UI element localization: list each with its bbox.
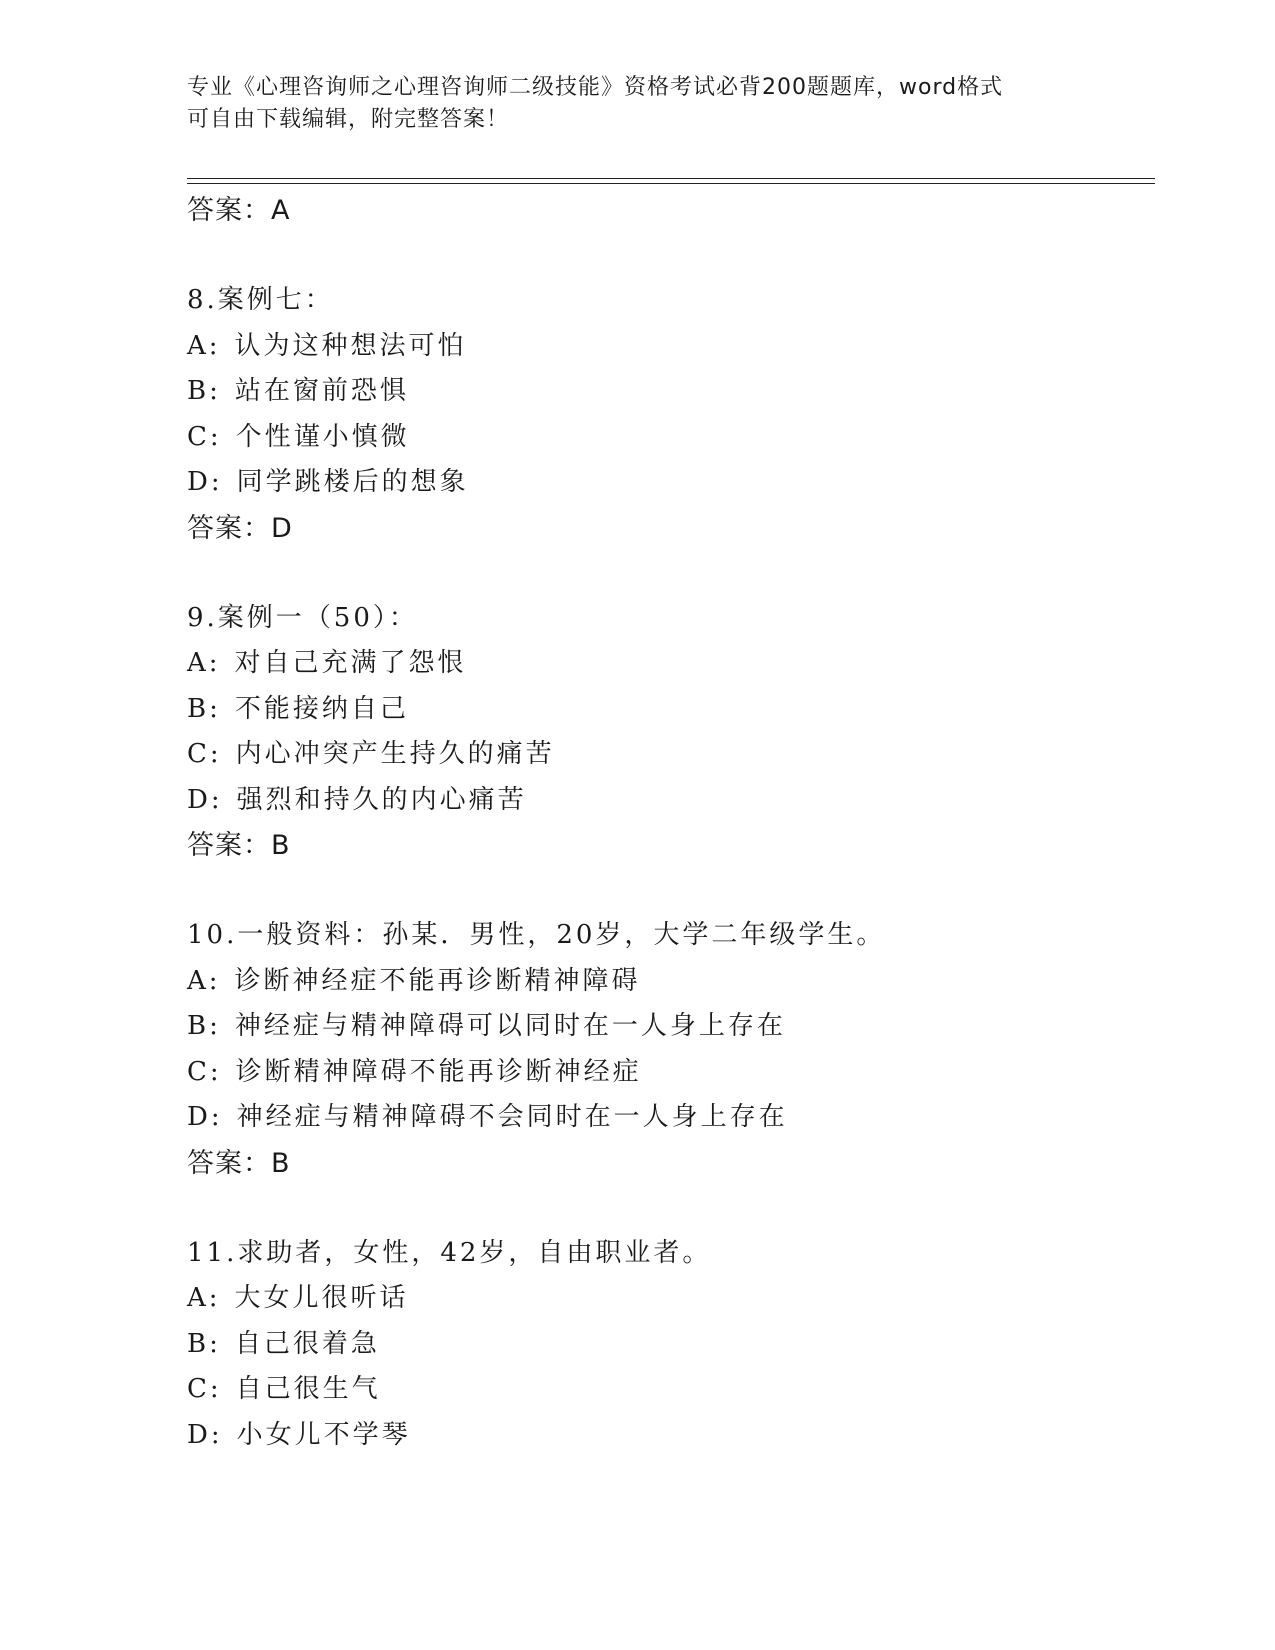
option-key: C (187, 739, 210, 769)
question-block (187, 1231, 1147, 1459)
option-separator: : (209, 1374, 222, 1404)
option-key: C (187, 421, 210, 452)
option-text: 自己很着急 (234, 1328, 380, 1359)
option-key: D (187, 1419, 211, 1450)
option-c (187, 415, 1147, 461)
document-header (187, 72, 1067, 136)
option-key: D (187, 467, 211, 497)
option-d (187, 778, 1147, 824)
question-title: 9.案例一（50）： (187, 602, 418, 633)
header-divider-top (187, 178, 1155, 179)
option-text: 同学跳楼后的想象 (236, 467, 469, 497)
option-key: B (187, 1011, 210, 1041)
option-text: 对自己充满了怨恨 (234, 648, 467, 678)
option-b (187, 687, 1147, 733)
option-key: C (187, 1056, 210, 1087)
option-key: B (187, 1328, 210, 1359)
option-key: D (187, 784, 211, 815)
option-separator: : (210, 1102, 223, 1132)
option-separator: : (208, 330, 221, 361)
option-key: A (187, 648, 209, 678)
option-separator: : (210, 467, 223, 497)
option-separator: : (210, 1419, 223, 1450)
option-separator: : (209, 421, 222, 452)
option-separator: : (209, 1328, 221, 1359)
option-key: B (187, 376, 210, 406)
question-block (187, 913, 1147, 1186)
option-text: 内心冲突产生持久的痛苦 (235, 739, 555, 769)
option-a (187, 1276, 1147, 1322)
option-key: A (187, 330, 209, 361)
option-text: 不能接纳自己 (234, 693, 409, 724)
option-a (187, 959, 1147, 1005)
option-c (187, 1050, 1147, 1096)
option-a (187, 324, 1147, 370)
question-title: 11.求助者，女性，42岁，自由职业者。 (187, 1237, 712, 1268)
option-text: 自己很生气 (235, 1374, 381, 1404)
header-line-2: 可自由下载编辑，附完整答案！ (187, 107, 510, 132)
option-text: 小女儿不学琴 (236, 1419, 411, 1450)
option-b (187, 1004, 1147, 1050)
option-d (187, 1413, 1147, 1459)
option-separator: : (208, 965, 221, 996)
question-block (187, 278, 1147, 551)
option-text: 神经症与精神障碍不会同时在一人身上存在 (236, 1102, 788, 1132)
option-key: A (187, 1283, 209, 1313)
answer-line: 答案：A (187, 195, 291, 226)
option-d (187, 1095, 1147, 1141)
answer-line: 答案：B (187, 1147, 291, 1179)
question-title: 10.一般资料：孙某．男性，20岁，大学二年级学生。 (187, 920, 886, 950)
answer-line: 答案：D (187, 512, 293, 544)
answer-line: 答案：B (187, 830, 291, 861)
questions-host (187, 278, 1147, 1458)
option-a (187, 641, 1147, 687)
option-c (187, 1367, 1147, 1413)
option-key: D (187, 1102, 211, 1132)
question-list (187, 188, 1147, 1458)
option-c (187, 732, 1147, 778)
option-text: 神经症与精神障碍可以同时在一人身上存在 (234, 1011, 786, 1041)
option-b (187, 369, 1147, 415)
option-separator: : (209, 376, 221, 406)
option-text: 诊断精神障碍不能再诊断神经症 (235, 1056, 642, 1087)
option-text: 个性谨小慎微 (235, 421, 410, 452)
question-title: 8.案例七： (187, 285, 334, 315)
header-divider-bottom (187, 183, 1155, 184)
option-text: 大女儿很听话 (234, 1283, 409, 1313)
option-separator: : (210, 784, 223, 815)
option-separator: : (208, 1283, 221, 1313)
option-text: 认为这种想法可怕 (234, 330, 467, 361)
option-text: 诊断神经症不能再诊断精神障碍 (234, 965, 641, 996)
option-d (187, 460, 1147, 506)
header-line-1: 专业《心理咨询师之心理咨询师二级技能》资格考试必背200题题库，word格式 (187, 75, 1004, 100)
option-separator: : (209, 1056, 222, 1087)
option-key: B (187, 693, 210, 724)
option-separator: : (209, 739, 222, 769)
question-block (187, 596, 1147, 869)
option-b (187, 1322, 1147, 1368)
option-key: C (187, 1374, 210, 1404)
option-separator: : (209, 1011, 221, 1041)
option-text: 强烈和持久的内心痛苦 (236, 784, 527, 815)
option-key: A (187, 965, 209, 996)
option-separator: : (208, 648, 221, 678)
option-separator: : (209, 693, 221, 724)
option-text: 站在窗前恐惧 (234, 376, 409, 406)
